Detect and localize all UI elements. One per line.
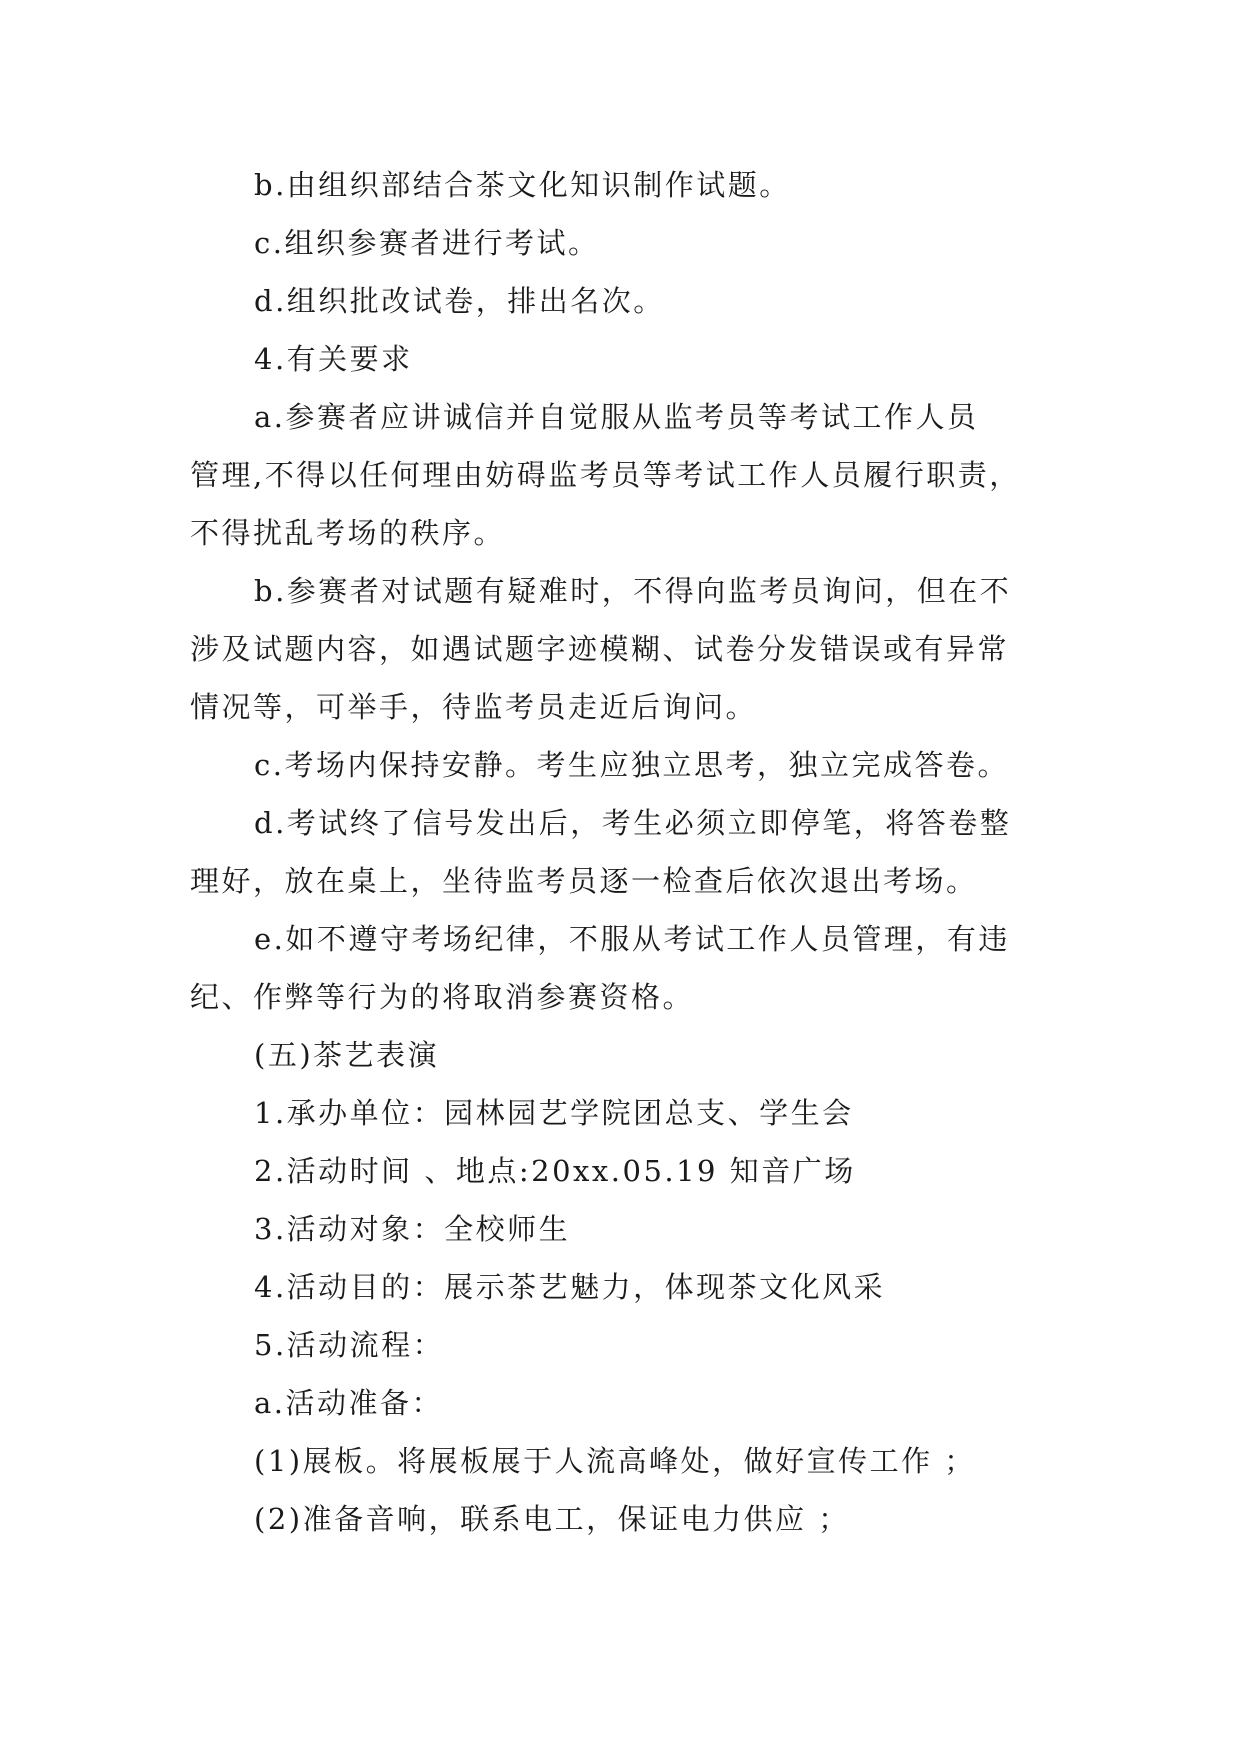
text-line: 情况等，可举手，待监考员走近后询问。 bbox=[190, 690, 758, 724]
document-body bbox=[190, 156, 1070, 1548]
text-line: c.考场内保持安静。考生应独立思考，独立完成答卷。 bbox=[254, 748, 1009, 782]
text-line: 不得扰乱考场的秩序。 bbox=[190, 516, 506, 550]
section-heading: (五)茶艺表演 bbox=[254, 1038, 440, 1072]
text-line: a.活动准备： bbox=[254, 1386, 444, 1420]
text-line: 纪、作弊等行为的将取消参赛资格。 bbox=[190, 980, 695, 1014]
text-line: 理好，放在桌上，坐待监考员逐一检查后依次退出考场。 bbox=[190, 864, 978, 898]
text-line: 5.活动流程： bbox=[254, 1328, 445, 1362]
text-line: 1.承办单位：园林园艺学院团总支、学生会 bbox=[254, 1096, 854, 1130]
text-line: d.组织批改试卷，排出名次。 bbox=[254, 284, 665, 318]
text-line: e.如不遵守考场纪律，不服从考试工作人员管理，有违 bbox=[254, 922, 1010, 956]
text-line: 涉及试题内容，如遇试题字迹模糊、试卷分发错误或有异常 bbox=[190, 632, 1010, 666]
text-line: a.参赛者应讲诚信并自觉服从监考员等考试工作人员 bbox=[254, 400, 979, 434]
text-line: d.考试终了信号发出后，考生必须立即停笔，将答卷整 bbox=[254, 806, 1012, 840]
text-line: b.由组织部结合茶文化知识制作试题。 bbox=[254, 168, 791, 202]
text-line: b.参赛者对试题有疑难时，不得向监考员询问，但在不 bbox=[254, 574, 1012, 608]
text-line: (1)展板。将展板展于人流高峰处，做好宣传工作 ； bbox=[254, 1444, 976, 1478]
text-line: (2)准备音响，联系电工，保证电力供应 ； bbox=[254, 1502, 850, 1536]
section-heading: 4.有关要求 bbox=[254, 342, 413, 376]
text-line: 2.活动时间 、地点:20xx.05.19 知音广场 bbox=[254, 1154, 856, 1188]
text-line: 3.活动对象：全校师生 bbox=[254, 1212, 571, 1246]
text-line: 管理,不得以任何理由妨碍监考员等考试工作人员履行职责， bbox=[190, 458, 1021, 492]
text-line: 4.活动目的：展示茶艺魅力，体现茶文化风采 bbox=[254, 1270, 886, 1304]
text-line: c.组织参赛者进行考试。 bbox=[254, 226, 600, 260]
